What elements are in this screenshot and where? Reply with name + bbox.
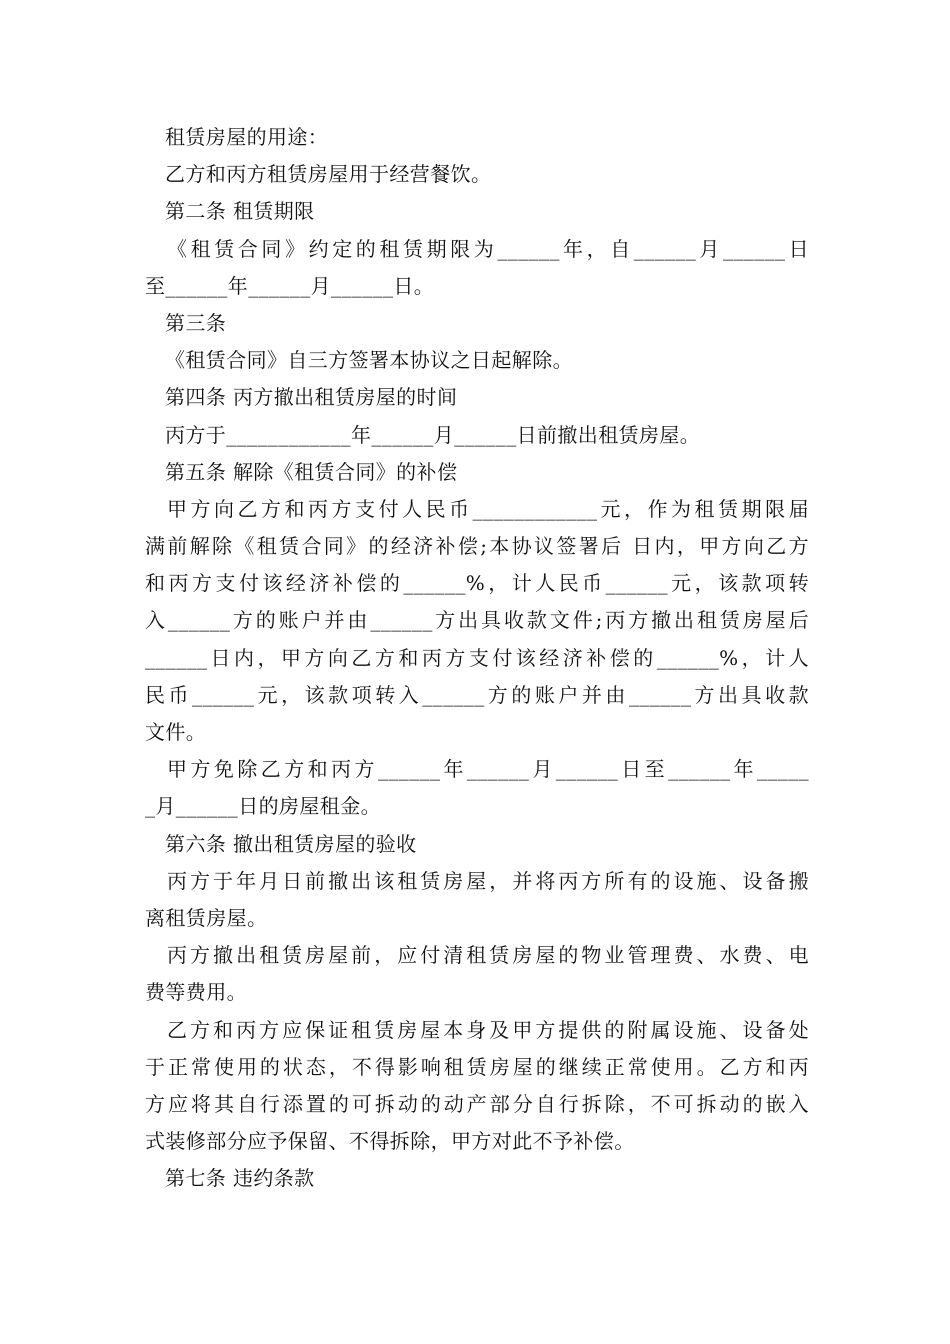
text-line: 民币______元，该款项转入______方的账户并由______方出具收款 bbox=[145, 682, 809, 707]
section-heading: 第六条 撤出租赁房屋的验收 bbox=[165, 831, 417, 856]
section-heading: 第七条 违约条款 bbox=[165, 1166, 315, 1191]
section-heading: 第四条 丙方撤出租赁房屋的时间 bbox=[165, 385, 458, 410]
section-heading: 第三条 bbox=[165, 310, 227, 335]
section-heading: 第五条 解除《租赁合同》的补偿 bbox=[165, 459, 458, 484]
text-line: 甲方免除乙方和丙方______年______月______日至______年_____ bbox=[167, 757, 809, 782]
section-heading: 第二条 租赁期限 bbox=[165, 199, 315, 224]
text-line: 乙方和丙方应保证租赁房屋本身及甲方提供的附属设施、设备处 bbox=[167, 1017, 809, 1042]
text-line: 入______方的账户并由______方出具收款文件;丙方撤出租赁房屋后 bbox=[145, 608, 809, 633]
text-line: 丙方于年月日前撤出该租赁房屋，并将丙方所有的设施、设备搬 bbox=[167, 868, 809, 893]
text-line: 丙方撤出租赁房屋前，应付清租赁房屋的物业管理费、水费、电 bbox=[167, 943, 809, 968]
contract-text bbox=[145, 119, 809, 1197]
text-line: _月______日的房屋租金。 bbox=[145, 794, 381, 819]
text-line: 甲方向乙方和丙方支付人民币____________元，作为租赁期限届 bbox=[167, 496, 809, 521]
text-line: 于正常使用的状态，不得影响租赁房屋的继续正常使用。乙方和丙 bbox=[145, 1054, 809, 1079]
text-line: 费等费用。 bbox=[145, 980, 247, 1005]
text-line: 满前解除《租赁合同》的经济补偿;本协议签署后 日内，甲方向乙方 bbox=[145, 534, 809, 559]
text-line: ______日内，甲方向乙方和丙方支付该经济补偿的______%，计人 bbox=[145, 645, 809, 670]
text-line: 方应将其自行添置的可拆动的动产部分自行拆除，不可拆动的嵌入 bbox=[145, 1091, 809, 1116]
text-line: 和丙方支付该经济补偿的______%，计人民币______元，该款项转 bbox=[145, 571, 809, 596]
text-line: 《租赁合同》自三方签署本协议之日起解除。 bbox=[165, 348, 573, 373]
text-line: 租赁房屋的用途： bbox=[165, 125, 329, 149]
text-line: 丙方于____________年______月______日前撤出租赁房屋。 bbox=[165, 422, 701, 447]
text-line: 至______年______月______日。 bbox=[145, 273, 435, 298]
text-line: 离租赁房屋。 bbox=[145, 905, 268, 930]
text-line: 乙方和丙方租赁房屋用于经营餐饮。 bbox=[165, 162, 492, 187]
text-line: 《租赁合同》约定的租赁期限为______年，自______月______日 bbox=[167, 236, 809, 261]
text-line: 式装修部分应予保留、不得拆除，甲方对此不予补偿。 bbox=[145, 1129, 635, 1154]
text-line: 文件。 bbox=[145, 720, 207, 744]
